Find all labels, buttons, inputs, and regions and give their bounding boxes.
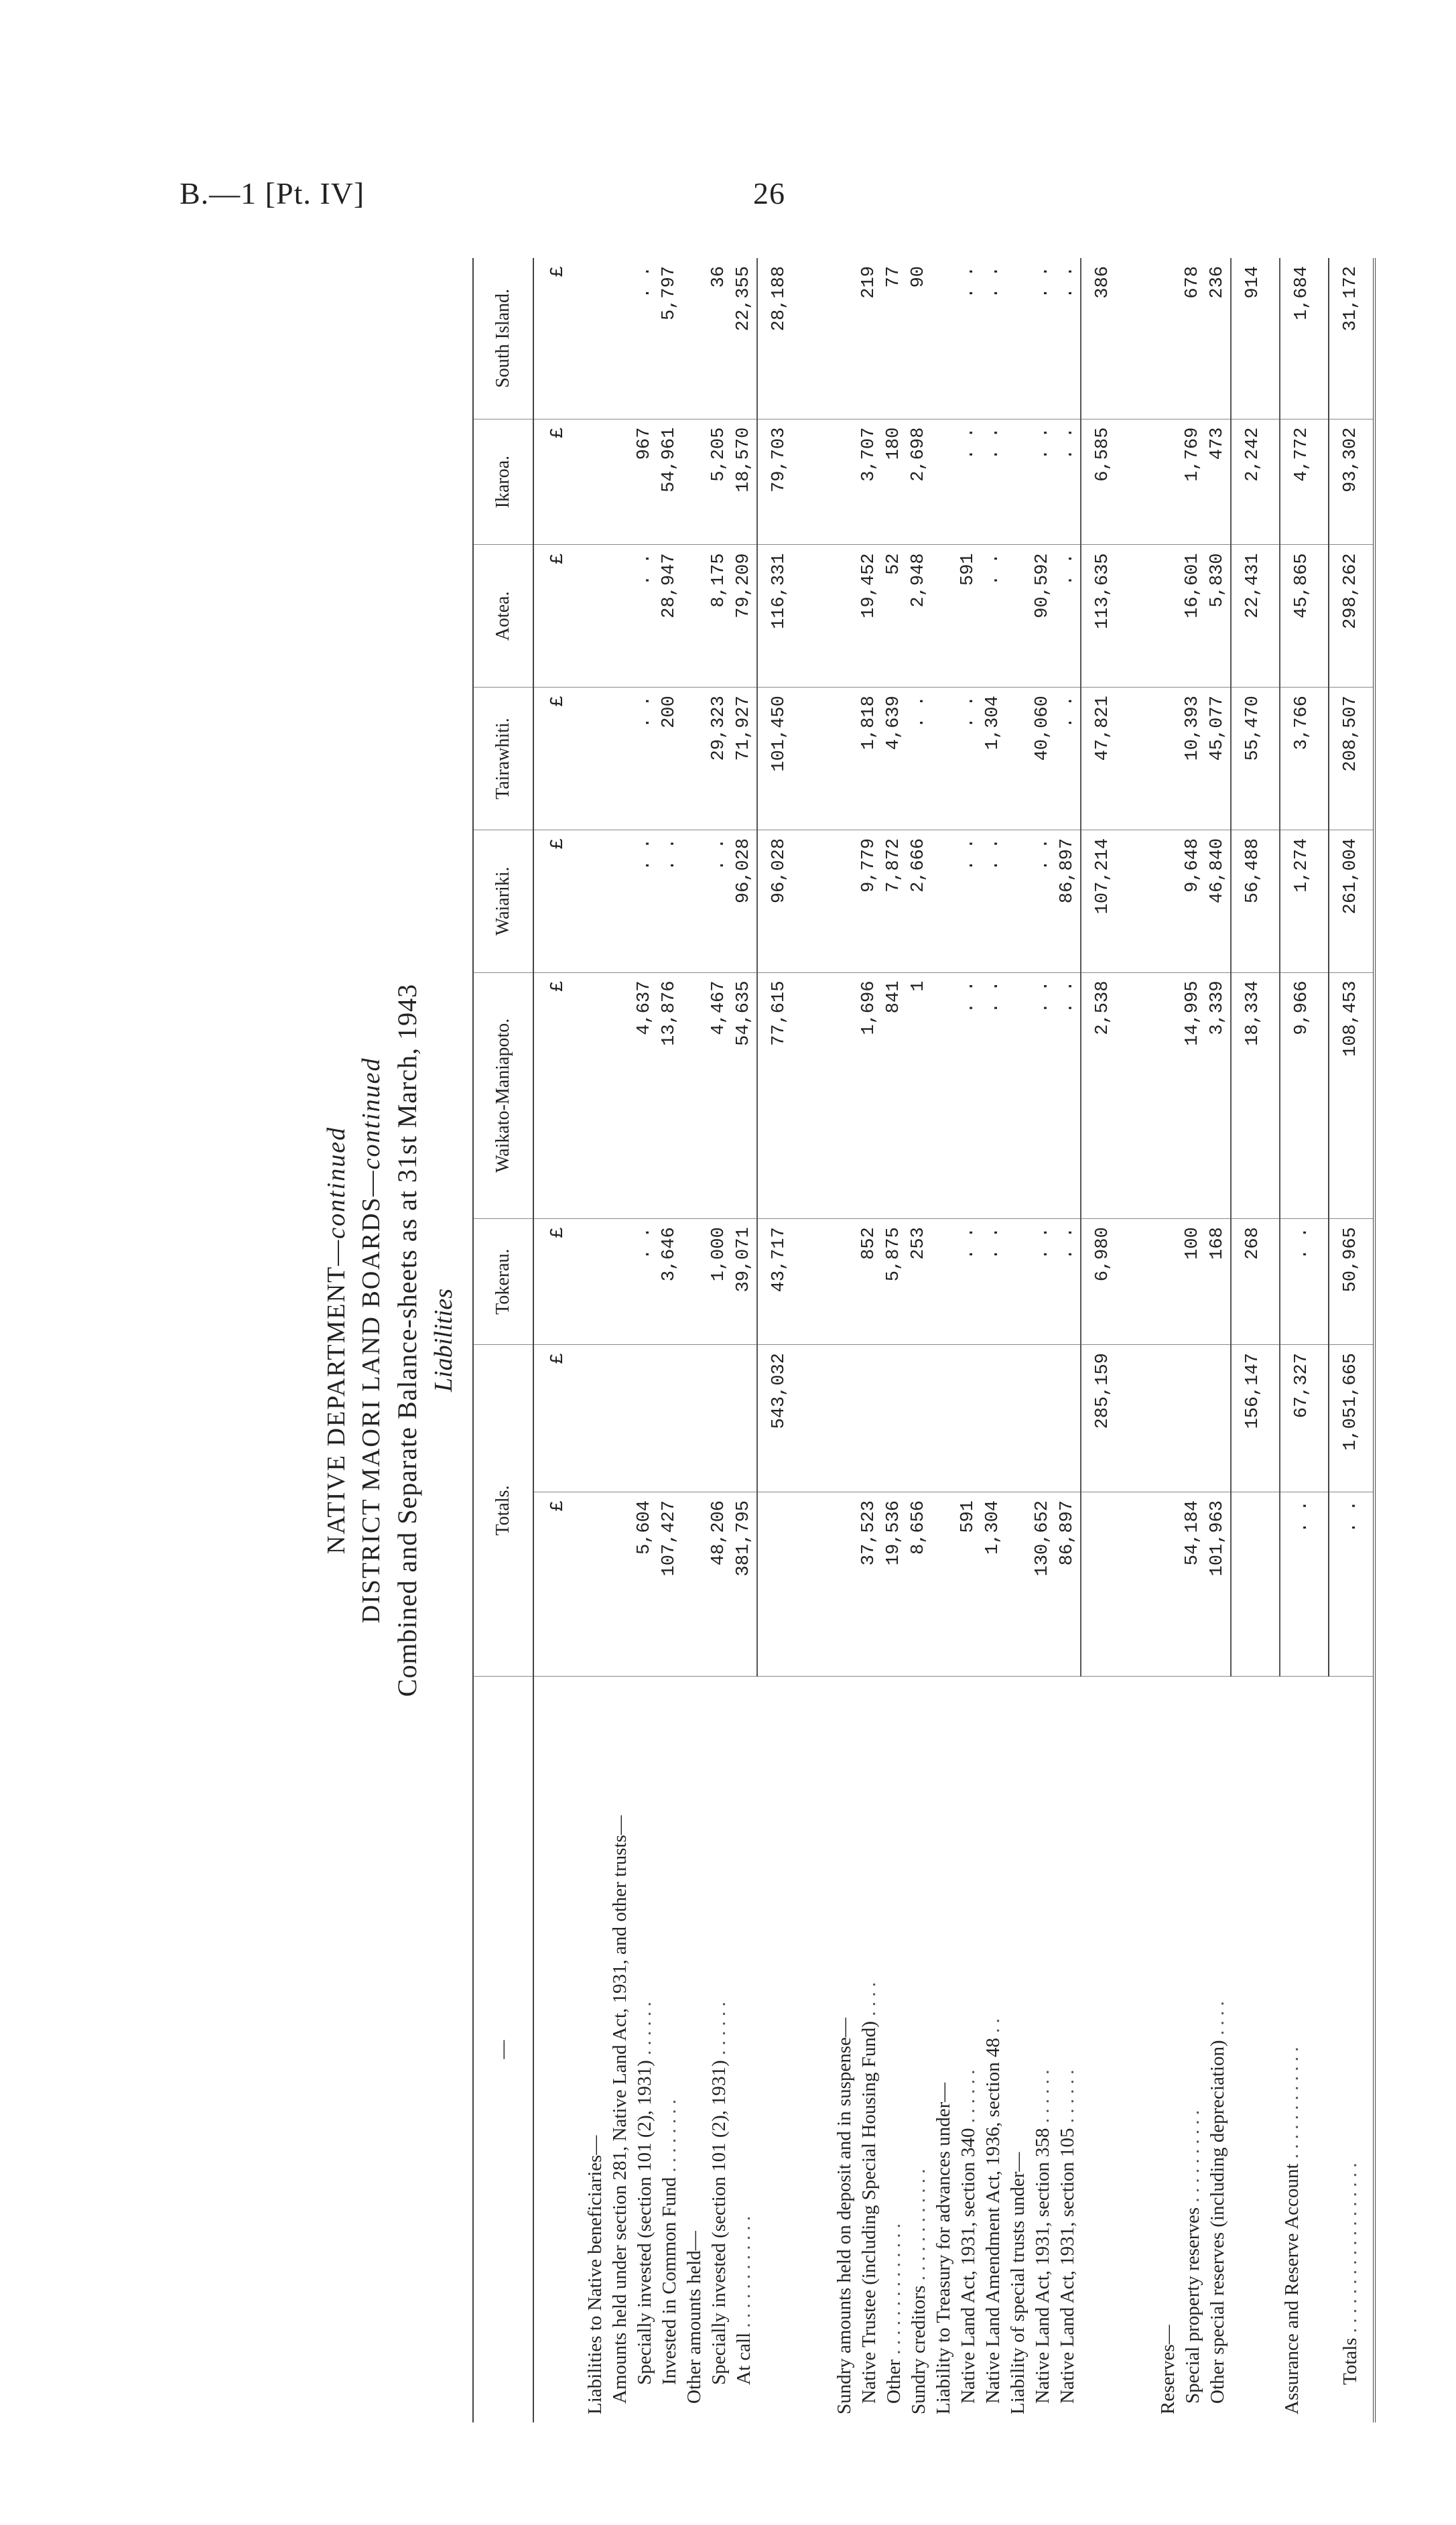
cell-tokerau: 5,875 [882,1219,907,1345]
unit-symbol: £ [533,1345,583,1492]
cell-tairawhiti: 1,818 [857,688,882,830]
row-label-text: Native Land Act, 1931, section 340 [957,2128,979,2404]
leader-dots: . . . . . . . . . . . . [733,2215,754,2328]
cell-south-island: 28,188 [757,258,805,419]
cell-waikato: 13,876 [657,972,682,1219]
cell-waiariki: . . [1031,830,1055,972]
col-description: — [473,1677,533,2423]
cell-ikaroa: 2,242 [1231,419,1280,545]
cell-aotea: 2,948 [907,545,931,688]
row-label-text: Native Land Act, 1931, section 358 [1032,2128,1053,2404]
cell-tokerau: 39,071 [732,1219,757,1345]
table-row [633,258,657,2422]
row-label [1329,1677,1374,2423]
row-label [907,1677,931,2423]
cell-waikato: 4,637 [633,972,657,1219]
cell-south-island: . . [981,258,1006,419]
cell-tairawhiti: . . [907,688,931,830]
row-label [882,1677,907,2423]
table-row [882,258,907,2422]
table-row [1181,258,1205,2422]
cell-waiariki: 107,214 [1081,830,1129,972]
cell-tairawhiti: 3,766 [1280,688,1329,830]
row-label-text: Native Land Amendment Act, 1936, section 48 [982,2037,1004,2404]
cell-tokerau: . . [1055,1219,1081,1345]
cell-total: 54,184 [1181,1492,1205,1677]
cell-waikato: . . [981,972,1006,1219]
cell-waiariki: 7,872 [882,830,907,972]
title-balance-sheets: Combined and Separate Balance-sheets as at 31st March, 1943 [392,983,422,1697]
leader-dots: . . . . . . [1057,2069,1078,2124]
table-row [832,258,857,2422]
row-label [857,1677,882,2423]
cell-waikato: 54,635 [732,972,757,1219]
cell-tokerau: 268 [1231,1219,1280,1345]
table-row [907,258,931,2422]
cell-total: 1,304 [981,1492,1006,1677]
unit-symbol: £ [533,1219,583,1345]
cell-tairawhiti: 208,507 [1329,688,1374,830]
cell-waiariki: 261,004 [1329,830,1374,972]
cell-waikato: 841 [882,972,907,1219]
table-row [1280,258,1329,2422]
cell-waiariki: 96,028 [732,830,757,972]
leader-dots: . . . . . . . . . . . . [908,2168,929,2281]
unit-row [533,258,583,2422]
cell-tairawhiti: 200 [657,688,682,830]
cell-tairawhiti: . . [633,688,657,830]
cell-subtotal: 67,327 [1280,1345,1329,1492]
cell-tairawhiti: 29,323 [707,688,732,830]
cell-total: 19,536 [882,1492,907,1677]
title-boards-text: DISTRICT MAORI LAND BOARDS— [357,1169,385,1624]
cell-south-island: 386 [1081,258,1129,419]
leader-dots: . . . . [1207,2001,1228,2036]
col-waiariki: Waiariki. [473,830,533,972]
table-row [1205,258,1231,2422]
col-aotea: Aotea. [473,545,533,688]
cell-total: 86,897 [1055,1492,1081,1677]
cell-ikaroa: 3,707 [857,419,882,545]
cell-subtotal: 156,147 [1231,1345,1280,1492]
leader-dots: . . [982,2018,1004,2033]
cell-tairawhiti: 1,304 [981,688,1006,830]
cell-waikato: 77,615 [757,972,805,1219]
cell-grand-total: 1,051,665 [1329,1345,1374,1492]
table-row [682,258,707,2422]
cell-south-island: . . [956,258,981,419]
cell-total: 101,963 [1205,1492,1231,1677]
cell-ikaroa: . . [956,419,981,545]
row-label-text: Totals [1339,2337,1361,2385]
unit-symbol: £ [533,972,583,1219]
cell-tokerau: . . [981,1219,1006,1345]
table-row [956,258,981,2422]
cell-aotea: 45,865 [1280,545,1329,688]
leader-dots: . . . . . . [708,2002,730,2055]
cell-south-island: . . [633,258,657,419]
cell-tairawhiti: 71,927 [732,688,757,830]
cell-ikaroa: . . [981,419,1006,545]
cell-ikaroa: 180 [882,419,907,545]
cell-waiariki: 1,274 [1280,830,1329,972]
row-label [1280,1677,1329,2423]
col-ikaroa: Ikaroa. [473,419,533,545]
row-label [1055,1677,1081,2423]
title-boards-continued: continued [357,1057,385,1170]
cell-aotea: 28,947 [657,545,682,688]
cell-waikato: 14,995 [1181,972,1205,1219]
row-label-text: Sundry creditors [908,2285,929,2414]
row-label-text: Native Trustee (including Special Housing Fund) [858,2020,880,2404]
cell-tairawhiti: 47,821 [1081,688,1129,830]
cell-ikaroa: 4,772 [1280,419,1329,545]
subtotal-row [1231,258,1280,2422]
totals-row [1329,258,1374,2422]
title-department-continued: continued [322,1126,350,1239]
cell-south-island: 236 [1205,258,1231,419]
cell-south-island: 5,797 [657,258,682,419]
row-label: Liability of special trusts under— [1007,2152,1029,2414]
cell-tokerau: 100 [1181,1219,1205,1345]
cell-aotea: 8,175 [707,545,732,688]
cell-waikato: . . [1031,972,1055,1219]
row-label-text: Native Land Act, 1931, section 105 [1057,2128,1078,2404]
page-number: 26 [753,176,785,210]
title-liabilities: Liabilities [429,1288,458,1393]
page-header-left: B.—1 [Pt. IV] [180,176,365,210]
cell-tokerau: . . [956,1219,981,1345]
cell-waiariki: 46,840 [1205,830,1231,972]
unit-symbol: £ [533,1492,583,1677]
cell-total: . . [1280,1492,1329,1677]
leader-dots: . . . . . . [1032,2069,1053,2124]
table-row [981,258,1006,2422]
leader-dots: . . . . . . . . . . [1182,2110,1203,2203]
cell-ikaroa: 79,703 [757,419,805,545]
cell-aotea: . . [981,545,1006,688]
table-row [583,258,608,2422]
row-label [981,1677,1006,2423]
cell-waiariki: 9,779 [857,830,882,972]
cell-aotea: 52 [882,545,907,688]
cell-ikaroa: 18,570 [732,419,757,545]
cell-ikaroa: 54,961 [657,419,682,545]
leader-dots: . . . . . . . . . . . . . . [883,2223,905,2355]
cell-total: 381,795 [732,1492,757,1677]
row-label [1205,1677,1231,2423]
cell-waikato: 2,538 [1081,972,1129,1219]
unit-symbol: £ [533,830,583,972]
cell-ikaroa: 2,698 [907,419,931,545]
row-label-text: Specially invested (section 101 (2), 1931) [634,2060,655,2385]
cell-total: 8,656 [907,1492,931,1677]
cell-waikato: 1,696 [857,972,882,1219]
row-label-text: Special property reserves [1182,2207,1203,2404]
cell-waiariki: . . [657,830,682,972]
cell-south-island: 90 [907,258,931,419]
table-row [1006,258,1031,2422]
header-row [473,258,533,2422]
cell-waikato: . . [956,972,981,1219]
subtotal-row [757,258,805,2422]
cell-tokerau: 1,000 [707,1219,732,1345]
cell-south-island: 219 [857,258,882,419]
title-department [322,258,351,2422]
cell-ikaroa: 93,302 [1329,419,1374,545]
cell-waiariki: 96,028 [757,830,805,972]
row-label: Sundry amounts held on deposit and in suspense— [834,2017,855,2414]
row-label: Liability to Treasury for advances under— [933,2082,954,2414]
cell-ikaroa: 967 [633,419,657,545]
table-row [1031,258,1055,2422]
row-label: Reserves— [1157,2325,1179,2414]
cell-waikato: 108,453 [1329,972,1374,1219]
row-label [956,1677,981,2423]
cell-south-island: . . [1031,258,1055,419]
cell-tokerau: 43,717 [757,1219,805,1345]
row-label [657,1677,682,2423]
cell-tokerau: 253 [907,1219,931,1345]
row-label: Liabilities to Native beneficiaries— [584,2135,606,2414]
cell-total: 591 [956,1492,981,1677]
cell-tokerau: 6,980 [1081,1219,1129,1345]
row-label [633,1677,657,2423]
leader-dots: . . . . . . [957,2069,979,2124]
cell-tokerau: . . [1280,1219,1329,1345]
cell-ikaroa: 1,769 [1181,419,1205,545]
cell-ikaroa: . . [1055,419,1081,545]
row-label [707,1677,732,2423]
cell-south-island: 678 [1181,258,1205,419]
subtotal-row [1081,258,1129,2422]
cell-tokerau: . . [1031,1219,1055,1345]
cell-total: . . [1329,1492,1374,1677]
cell-tokerau: 50,965 [1329,1219,1374,1345]
table-row [657,258,682,2422]
cell-ikaroa: 473 [1205,419,1231,545]
row-label: Other amounts held— [683,2231,705,2404]
table-row [857,258,882,2422]
cell-ikaroa: . . [1031,419,1055,545]
cell-tokerau: 852 [857,1219,882,1345]
row-label-text: At call [733,2332,754,2385]
cell-south-island: 22,355 [732,258,757,419]
col-tokerau: Tokerau. [473,1219,533,1345]
col-south-island: South Island. [473,258,533,419]
cell-total: 107,427 [657,1492,682,1677]
cell-total: 37,523 [857,1492,882,1677]
cell-total: 130,652 [1031,1492,1055,1677]
title-boards [356,258,386,2422]
cell-ikaroa: 6,585 [1081,419,1129,545]
cell-aotea: 22,431 [1231,545,1280,688]
cell-aotea: 298,262 [1329,545,1374,688]
table-row [931,258,956,2422]
cell-waiariki: 86,897 [1055,830,1081,972]
cell-waikato: 3,339 [1205,972,1231,1219]
unit-symbol: £ [533,545,583,688]
cell-total: 48,206 [707,1492,732,1677]
row-label: Amounts held under section 281, Native Land Act, 1931, and other trusts— [609,1815,631,2404]
cell-waiariki: . . [707,830,732,972]
leader-dots: . . . . . . . . . . . . [1281,2047,1303,2159]
cell-tairawhiti: 45,077 [1205,688,1231,830]
cell-waiariki: . . [981,830,1006,972]
row-label [1181,1677,1205,2423]
cell-tairawhiti: . . [1055,688,1081,830]
cell-waikato: 4,467 [707,972,732,1219]
cell-subtotal: 543,032 [757,1345,805,1492]
cell-tairawhiti: 10,393 [1181,688,1205,830]
unit-symbol: £ [533,688,583,830]
cell-tairawhiti: . . [956,688,981,830]
table-row [608,258,633,2422]
cell-south-island: . . [1055,258,1081,419]
cell-aotea: 591 [956,545,981,688]
cell-south-island: 914 [1231,258,1280,419]
cell-tokerau: 3,646 [657,1219,682,1345]
cell-waikato: . . [1055,972,1081,1219]
cell-south-island: 36 [707,258,732,419]
row-label [1031,1677,1055,2423]
leader-dots: . . . . [858,1982,880,2016]
cell-tokerau: . . [633,1219,657,1345]
cell-tokerau: 168 [1205,1219,1231,1345]
col-tairawhiti: Tairawhiti. [473,688,533,830]
cell-aotea: . . [1055,545,1081,688]
unit-symbol: £ [533,258,583,419]
rotated-balance-sheet [322,258,1370,2422]
row-label-text: Other special reserves (including depreciation) [1207,2040,1228,2404]
unit-symbol: £ [533,419,583,545]
liabilities-table [472,258,1376,2422]
cell-waiariki: 9,648 [1181,830,1205,972]
col-totals: Totals. [473,1345,533,1677]
cell-aotea: 5,830 [1205,545,1231,688]
row-label-text: Specially invested (section 101 (2), 1931) [708,2060,730,2385]
cell-ikaroa: 5,205 [707,419,732,545]
cell-south-island: 31,172 [1329,258,1374,419]
cell-subtotal: 285,159 [1081,1345,1129,1492]
col-waikato-maniapoto: Waikato-Maniapoto. [473,972,533,1219]
cell-waikato: 18,334 [1231,972,1280,1219]
cell-aotea: . . [633,545,657,688]
cell-waiariki: 56,488 [1231,830,1280,972]
cell-waiariki: . . [633,830,657,972]
table-row [732,258,757,2422]
leader-dots: . . . . . . . . . . . . . . . . . . [1339,2162,1361,2333]
cell-total: 5,604 [633,1492,657,1677]
row-label [732,1677,757,2423]
leader-dots: . . . . . . [634,2002,655,2055]
table-row [707,258,732,2422]
cell-waiariki: 2,666 [907,830,931,972]
cell-aotea: 116,331 [757,545,805,688]
cell-south-island: 1,684 [1280,258,1329,419]
cell-tairawhiti: 101,450 [757,688,805,830]
table-row [1156,258,1181,2422]
cell-aotea: 113,635 [1081,545,1129,688]
cell-aotea: 90,592 [1031,545,1055,688]
cell-tairawhiti: 4,639 [882,688,907,830]
cell-south-island: 77 [882,258,907,419]
table-row [1055,258,1081,2422]
row-label-text: Assurance and Reserve Account [1281,2163,1303,2414]
cell-aotea: 19,452 [857,545,882,688]
cell-tairawhiti: 55,470 [1231,688,1280,830]
cell-aotea: 79,209 [732,545,757,688]
cell-waikato: 1 [907,972,931,1219]
cell-tairawhiti: 40,060 [1031,688,1055,830]
leader-dots: . . . . . . . . [659,2099,680,2173]
row-label-text: Invested in Common Fund [659,2177,680,2385]
title-department-text: NATIVE DEPARTMENT— [322,1238,350,1555]
cell-aotea: 16,601 [1181,545,1205,688]
row-label-text: Other [883,2359,905,2404]
cell-waiariki: . . [956,830,981,972]
cell-waikato: 9,966 [1280,972,1329,1219]
